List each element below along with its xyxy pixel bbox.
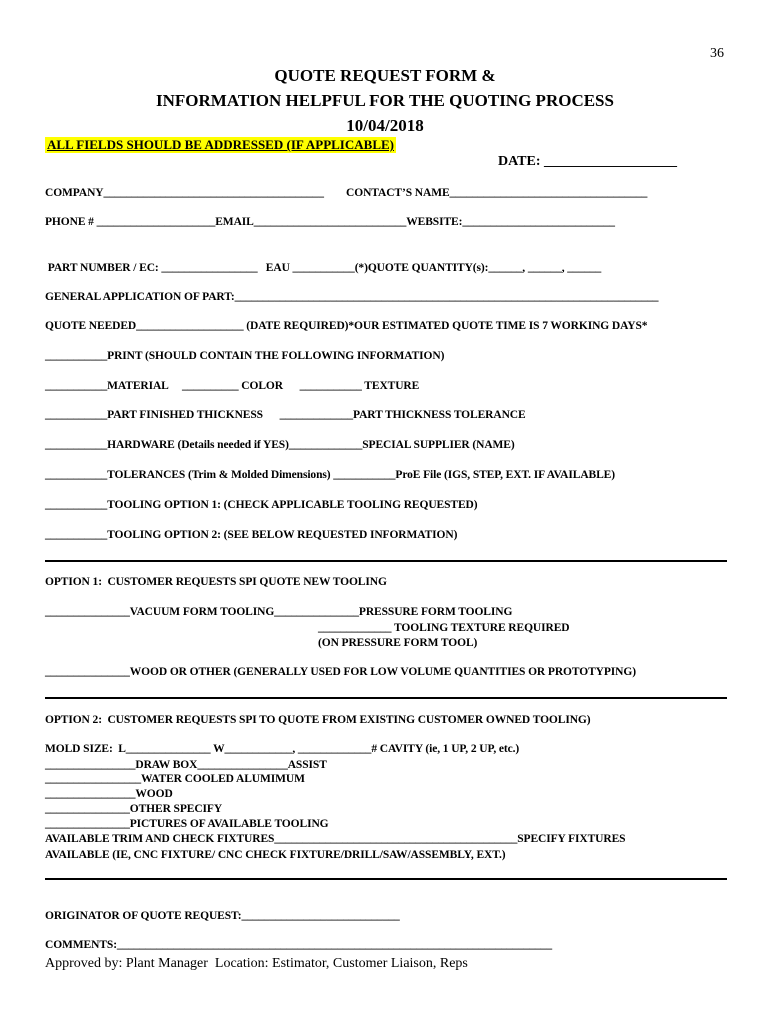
- part-number-line[interactable]: PART NUMBER / EC: _________________ EAU ___________(*)QUOTE QUANTITY(s):______, ______, ______: [45, 262, 602, 274]
- checklist-item-material[interactable]: ___________MATERIAL __________ COLOR ___________ TEXTURE: [45, 380, 420, 392]
- option2-wood-line[interactable]: ________________WOOD: [45, 788, 173, 800]
- checklist-item-hardware[interactable]: ___________HARDWARE (Details needed if YES)_____________SPECIAL SUPPLIER (NAME): [45, 439, 515, 451]
- mold-size-line[interactable]: MOLD SIZE: L_______________ W____________, _____________# CAVITY (ie, 1 UP, 2 UP, etc.): [45, 743, 520, 755]
- checklist-item-tolerances[interactable]: ___________TOLERANCES (Trim & Molded Dimensions) ___________ProE File (IGS, STEP, EXT. IF AVAILABLE): [45, 469, 615, 481]
- page-number: 36: [710, 46, 724, 61]
- option1-heading: OPTION 1: CUSTOMER REQUESTS SPI QUOTE NEW TOOLING: [45, 576, 387, 588]
- checklist-item-thickness[interactable]: ___________PART FINISHED THICKNESS _____________PART THICKNESS TOLERANCE: [45, 409, 526, 421]
- section-divider: [45, 560, 727, 562]
- date-field[interactable]: DATE: ___________________: [498, 154, 678, 169]
- form-date-line: 10/04/2018: [346, 116, 424, 135]
- option2-pictures-line[interactable]: _______________PICTURES OF AVAILABLE TOOLING: [45, 818, 329, 830]
- option1-texture-line[interactable]: _____________ TOOLING TEXTURE REQUIRED: [318, 622, 570, 634]
- general-application-line[interactable]: GENERAL APPLICATION OF PART:___________________________________________________________________________: [45, 291, 659, 303]
- option2-heading: OPTION 2: CUSTOMER REQUESTS SPI TO QUOTE FROM EXISTING CUSTOMER OWNED TOOLING): [45, 714, 591, 726]
- quote-needed-line[interactable]: QUOTE NEEDED___________________ (DATE REQUIRED)*OUR ESTIMATED QUOTE TIME IS 7 WORKING DAYS*: [45, 320, 648, 332]
- company-contact-line[interactable]: COMPANY_______________________________________ CONTACT’S NAME___________________________________: [45, 187, 648, 199]
- checklist-item-tooling-option2[interactable]: ___________TOOLING OPTION 2: (SEE BELOW REQUESTED INFORMATION): [45, 529, 458, 541]
- phone-email-website-line[interactable]: PHONE # _____________________EMAIL___________________________WEBSITE:___________________________: [45, 216, 615, 228]
- option2-draw-box-line[interactable]: ________________DRAW BOX________________ASSIST: [45, 759, 327, 771]
- option1-pressure-note: (ON PRESSURE FORM TOOL): [318, 637, 478, 649]
- checklist-item-tooling-option1[interactable]: ___________TOOLING OPTION 1: (CHECK APPLICABLE TOOLING REQUESTED): [45, 499, 478, 511]
- comments-line[interactable]: COMMENTS:_____________________________________________________________________________: [45, 939, 552, 951]
- section-divider: [45, 697, 727, 699]
- checklist-item-print[interactable]: ___________PRINT (SHOULD CONTAIN THE FOLLOWING INFORMATION): [45, 350, 445, 362]
- option2-other-line[interactable]: _______________OTHER SPECIFY: [45, 803, 223, 815]
- option1-vacuum-pressure-line[interactable]: _______________VACUUM FORM TOOLING_______________PRESSURE FORM TOOLING: [45, 606, 513, 618]
- option2-fixtures-line[interactable]: AVAILABLE TRIM AND CHECK FIXTURES___________________________________________SPECIFY FIXTURES: [45, 833, 626, 845]
- option2-water-cooled-line[interactable]: _________________WATER COOLED ALUMIMUM: [45, 773, 305, 785]
- notice-banner: ALL FIELDS SHOULD BE ADDRESSED (IF APPLICABLE): [47, 137, 394, 152]
- footer-approval: Approved by: Plant Manager Location: Estimator, Customer Liaison, Reps: [45, 956, 468, 971]
- form-title-line2: INFORMATION HELPFUL FOR THE QUOTING PROCESS: [156, 91, 614, 110]
- option1-wood-line[interactable]: _______________WOOD OR OTHER (GENERALLY USED FOR LOW VOLUME QUANTITIES OR PROTOTYPING): [45, 666, 636, 678]
- originator-line[interactable]: ORIGINATOR OF QUOTE REQUEST:____________________________: [45, 910, 400, 922]
- option2-fixtures-detail: AVAILABLE (IE, CNC FIXTURE/ CNC CHECK FIXTURE/DRILL/SAW/ASSEMBLY, EXT.): [45, 849, 506, 861]
- form-title-line1: QUOTE REQUEST FORM &: [274, 66, 496, 85]
- section-divider: [45, 878, 727, 880]
